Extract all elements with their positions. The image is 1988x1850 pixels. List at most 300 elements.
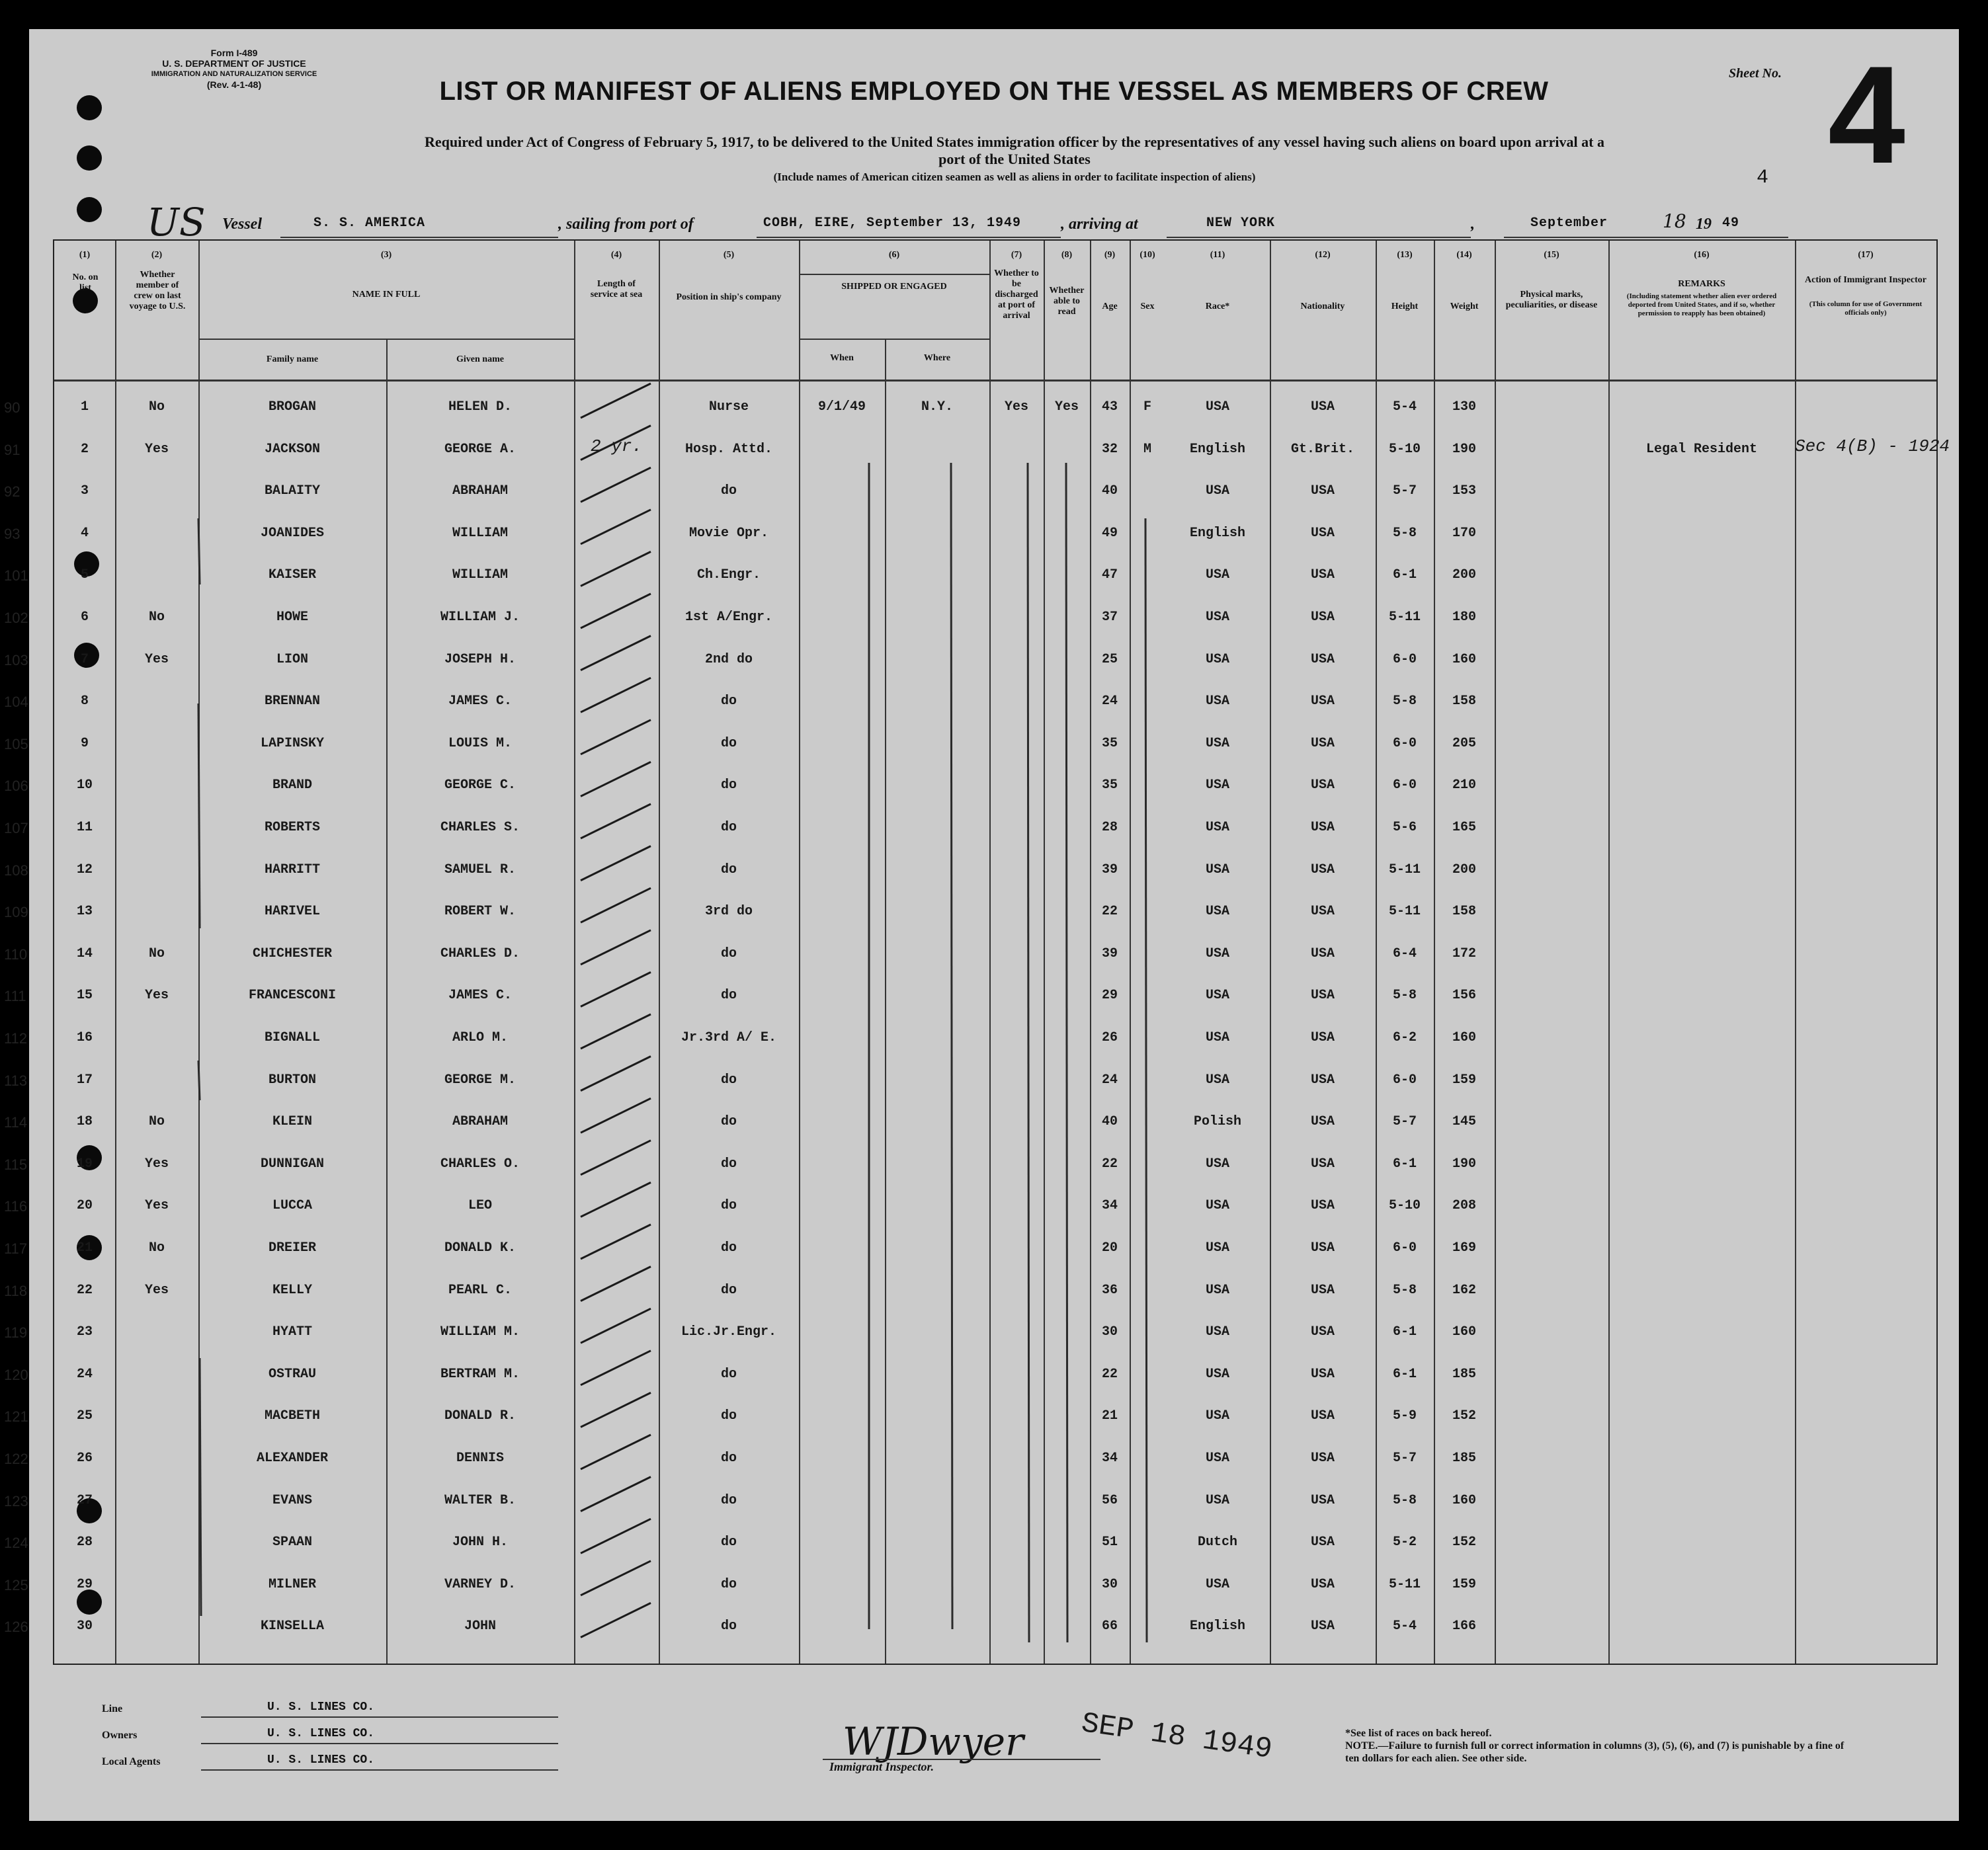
date-year-prefix: 19 <box>1696 216 1712 233</box>
service-slash <box>581 678 651 712</box>
cell-race: USA <box>1205 735 1229 751</box>
cell-no: 5 <box>80 567 89 583</box>
cell-height: 5-8 <box>1392 694 1417 709</box>
margin-number: 109 <box>4 904 28 921</box>
margin-number: 112 <box>4 1030 28 1047</box>
cell-no: 10 <box>76 778 93 793</box>
margin-number: 117 <box>4 1240 28 1257</box>
cell-height: 5-10 <box>1388 1198 1421 1214</box>
service-slash <box>581 1014 651 1049</box>
header-action-note: (This column for use of Government officials only) <box>1809 300 1923 317</box>
header-when: When <box>830 353 854 363</box>
cell-age: 56 <box>1101 1492 1118 1508</box>
cell-race: USA <box>1205 1282 1229 1298</box>
cell-height: 5-7 <box>1392 483 1417 499</box>
cell-no: 6 <box>80 610 89 625</box>
vessel-prefix-handwritten: US <box>147 200 206 245</box>
cell-weight: 153 <box>1452 483 1476 499</box>
cell-nationality: USA <box>1310 694 1335 709</box>
cell-height: 5-8 <box>1392 525 1417 541</box>
footer-underline <box>201 1769 558 1771</box>
cell-age: 39 <box>1101 945 1118 961</box>
cell-age: 29 <box>1101 988 1118 1004</box>
cell-given: JAMES C. <box>448 694 512 709</box>
header-height: Height <box>1391 302 1419 311</box>
form-number: Form I-489 <box>210 48 258 58</box>
service-slash <box>581 888 651 922</box>
cell-no: 25 <box>76 1408 93 1424</box>
service-slash <box>581 1141 651 1175</box>
cell-given: BERTRAM M. <box>440 1366 520 1382</box>
cell-race: USA <box>1205 778 1229 793</box>
vessel-line <box>29 200 1959 245</box>
service-slash <box>581 930 651 965</box>
footer-underline <box>201 1716 558 1718</box>
col-number: (7) <box>1011 250 1022 260</box>
cell-family: LAPINSKY <box>260 735 324 751</box>
cell-given: GEORGE M. <box>444 1072 517 1088</box>
cell-voyage: Yes <box>144 1198 169 1214</box>
cell-family: ALEXANDER <box>256 1451 329 1466</box>
cell-voyage: Yes <box>144 651 169 667</box>
cell-weight: 159 <box>1452 1072 1476 1088</box>
date-month: September <box>1530 216 1608 231</box>
col-number: (15) <box>1544 250 1559 260</box>
cell-age: 24 <box>1101 1072 1118 1088</box>
cell-position: do <box>720 1492 737 1508</box>
cell-given: JAMES C. <box>448 988 512 1004</box>
header-remarks: REMARKS <box>1678 279 1725 289</box>
cell-no: 27 <box>76 1492 93 1508</box>
cell-discharged: Yes <box>1004 399 1028 415</box>
race-note: *See list of races on back hereof. <box>1345 1728 1492 1739</box>
cell-given: WILLIAM <box>452 567 508 583</box>
cell-given: WILLIAM J. <box>440 610 520 625</box>
cell-no: 15 <box>76 988 93 1004</box>
cell-no: 17 <box>76 1072 93 1088</box>
sailing-value: COBH, EIRE, September 13, 1949 <box>763 216 1022 231</box>
sheet-label: Sheet No. <box>1729 66 1782 81</box>
cell-given: GEORGE A. <box>444 441 517 457</box>
header-action-inspector: Action of Immigrant Inspector <box>1805 275 1926 285</box>
cell-race: USA <box>1205 820 1229 835</box>
cell-position: do <box>720 1576 737 1592</box>
service-slash <box>581 1477 651 1511</box>
cell-nationality: USA <box>1310 1072 1335 1088</box>
service-slash <box>581 846 651 881</box>
cell-no: 26 <box>76 1451 93 1466</box>
cell-nationality: USA <box>1310 1198 1335 1214</box>
crew-table <box>4 239 1950 1665</box>
cell-race: English <box>1189 1619 1245 1634</box>
cell-age: 24 <box>1101 694 1118 709</box>
cell-position: do <box>720 945 737 961</box>
cell-race: USA <box>1205 1198 1229 1214</box>
cell-position: do <box>720 1535 737 1550</box>
service-slash <box>581 551 651 586</box>
cell-weight: 158 <box>1452 904 1476 920</box>
service-slash <box>581 383 651 418</box>
cell-height: 5-10 <box>1388 441 1421 457</box>
cell-race: USA <box>1205 1451 1229 1466</box>
cell-height: 6-0 <box>1392 735 1417 751</box>
cell-remarks: Legal Resident <box>1645 441 1758 457</box>
cell-age: 40 <box>1101 483 1118 499</box>
cell-position: do <box>720 1198 737 1214</box>
date-year: 49 <box>1722 216 1740 231</box>
cell-family: HOWE <box>276 610 308 625</box>
col-number: (6) <box>888 250 900 260</box>
cell-weight: 185 <box>1452 1366 1476 1382</box>
cell-height: 6-1 <box>1392 1156 1417 1172</box>
cell-family: HARIVEL <box>264 904 320 920</box>
cell-height: 6-2 <box>1392 1030 1417 1045</box>
service-slash <box>581 426 651 460</box>
cell-age: 34 <box>1101 1451 1118 1466</box>
header-age: Age <box>1102 302 1118 311</box>
cell-position: Ch.Engr. <box>696 567 761 583</box>
cell-height: 5-8 <box>1392 988 1417 1004</box>
margin-number: 93 <box>4 525 21 542</box>
cell-race: USA <box>1205 1408 1229 1424</box>
cell-family: SPAAN <box>272 1535 312 1550</box>
cell-no: 20 <box>76 1198 93 1214</box>
margin-number: 101 <box>4 567 28 584</box>
cell-race: USA <box>1205 694 1229 709</box>
cell-given: DONALD R. <box>444 1408 517 1424</box>
cell-height: 6-0 <box>1392 651 1417 667</box>
cell-nationality: USA <box>1310 525 1335 541</box>
cell-family: BRENNAN <box>264 694 320 709</box>
cell-height: 6-0 <box>1392 778 1417 793</box>
cell-age: 25 <box>1101 651 1118 667</box>
margin-number: 119 <box>4 1324 28 1342</box>
service-slash <box>581 467 651 502</box>
cell-height: 6-1 <box>1392 1366 1417 1382</box>
cell-family: BURTON <box>268 1072 316 1088</box>
subtitle-line-1: Required under Act of Congress of February 5, 1917, to be delivered to the United States immigration officer by the representatives of any vessel having such aliens on board upon arrival at a <box>425 134 1604 150</box>
cell-nationality: USA <box>1310 1576 1335 1592</box>
cell-position: do <box>720 1366 737 1382</box>
cell-no: 18 <box>76 1114 93 1130</box>
cell-no: 30 <box>76 1619 93 1634</box>
cell-race: USA <box>1205 610 1229 625</box>
margin-number: 111 <box>4 988 26 1005</box>
margin-number: 110 <box>4 945 28 963</box>
margin-number: 121 <box>4 1408 28 1426</box>
cell-age: 22 <box>1101 1156 1118 1172</box>
cell-sex: F <box>1143 399 1151 415</box>
cell-service: 2 yr. <box>590 436 642 456</box>
cell-family: KLEIN <box>272 1114 312 1130</box>
manifest-subnote: (Include names of American citizen seamen as well as aliens in order to facilitate inspection of aliens) <box>773 171 1256 183</box>
header-physical-marks: Physical marks, peculiarities, or disease <box>1505 290 1598 310</box>
cell-position: do <box>720 483 737 499</box>
manifest-subtitle <box>148 134 1881 168</box>
cell-no: 14 <box>76 945 93 961</box>
cell-given: ARLO M. <box>452 1030 508 1045</box>
cell-no: 24 <box>76 1366 93 1382</box>
header-able-to-read: Whether able to read <box>1049 286 1085 317</box>
vessel-underline <box>280 237 558 238</box>
col-number: (5) <box>723 250 735 260</box>
cell-age: 22 <box>1101 1366 1118 1382</box>
cell-age: 30 <box>1101 1576 1118 1592</box>
cell-no: 22 <box>76 1282 93 1298</box>
cell-weight: 160 <box>1452 1324 1476 1340</box>
cell-age: 35 <box>1101 778 1118 793</box>
cell-position: do <box>720 1240 737 1256</box>
cell-race: USA <box>1205 1030 1229 1045</box>
header-length-service: Length of service at sea <box>590 279 643 300</box>
cell-nationality: USA <box>1310 567 1335 583</box>
date-underline <box>1504 237 1788 238</box>
col-number: (9) <box>1104 250 1116 260</box>
date-day: 18 <box>1663 210 1686 232</box>
cell-age: 47 <box>1101 567 1118 583</box>
cell-given: WILLIAM M. <box>440 1324 520 1340</box>
sailing-underline <box>757 237 1061 238</box>
form-service: IMMIGRATION AND NATURALIZATION SERVICE <box>151 70 317 78</box>
cell-weight: 208 <box>1452 1198 1476 1214</box>
cell-nationality: USA <box>1310 904 1335 920</box>
cell-family: HARRITT <box>264 862 320 877</box>
margin-number: 91 <box>4 441 21 458</box>
cell-weight: 170 <box>1452 525 1476 541</box>
cell-height: 5-7 <box>1392 1451 1417 1466</box>
cell-given: CHARLES S. <box>440 820 520 835</box>
cell-position: 2nd do <box>704 651 753 667</box>
margin-number: 105 <box>4 735 28 752</box>
cell-position: do <box>720 988 737 1004</box>
cell-given: LOUIS M. <box>448 735 512 751</box>
cell-given: ABRAHAM <box>452 483 508 499</box>
cell-nationality: Gt.Brit. <box>1290 441 1354 457</box>
cell-given: DONALD K. <box>444 1240 517 1256</box>
cell-nationality: USA <box>1310 1619 1335 1634</box>
cell-given: VARNEY D. <box>444 1576 517 1592</box>
cell-height: 5-7 <box>1392 1114 1417 1130</box>
cell-voyage: Yes <box>144 1156 169 1172</box>
cell-weight: 172 <box>1452 945 1476 961</box>
cell-given: CHARLES D. <box>440 945 520 961</box>
cell-where: N.Y. <box>921 399 953 415</box>
cell-position: do <box>720 694 737 709</box>
header-weight: Weight <box>1450 302 1479 311</box>
cell-family: BIGNALL <box>264 1030 320 1045</box>
cell-race: English <box>1189 525 1245 541</box>
margin-number: 122 <box>4 1451 28 1467</box>
cell-weight: 160 <box>1452 1492 1476 1508</box>
service-slash <box>581 1225 651 1259</box>
cell-nationality: USA <box>1310 1451 1335 1466</box>
cell-no: 19 <box>76 1156 93 1172</box>
col-number: (13) <box>1397 250 1413 260</box>
cell-height: 5-11 <box>1388 1576 1421 1592</box>
cell-position: do <box>720 778 737 793</box>
cell-family: LION <box>276 651 308 667</box>
cell-position: do <box>720 1619 737 1634</box>
margin-number: 114 <box>4 1114 28 1131</box>
cell-age: 36 <box>1101 1282 1118 1298</box>
sheet-number: 4 <box>1828 37 1905 192</box>
cell-race: USA <box>1205 567 1229 583</box>
cell-race: USA <box>1205 988 1229 1004</box>
cell-given: JOHN H. <box>452 1535 508 1550</box>
cell-height: 5-4 <box>1392 399 1417 415</box>
cell-race: Polish <box>1193 1114 1241 1130</box>
col-number: (3) <box>380 250 392 260</box>
cell-voyage: No <box>148 945 165 961</box>
cell-weight: 152 <box>1452 1535 1476 1550</box>
cell-family: BRAND <box>272 778 312 793</box>
cell-family: DUNNIGAN <box>260 1156 324 1172</box>
margin-number: 115 <box>4 1156 28 1173</box>
cell-position: Nurse <box>708 399 749 415</box>
cell-given: SAMUEL R. <box>444 862 517 877</box>
owners-value: U. S. LINES CO. <box>267 1727 375 1740</box>
cell-read: Yes <box>1054 399 1079 415</box>
cell-height: 6-1 <box>1392 567 1417 583</box>
cell-weight: 169 <box>1452 1240 1476 1256</box>
cell-position: Lic.Jr.Engr. <box>681 1324 777 1340</box>
cell-voyage: No <box>148 1114 165 1130</box>
cell-no: 3 <box>80 483 89 499</box>
cell-age: 21 <box>1101 1408 1118 1424</box>
cell-height: 6-0 <box>1392 1240 1417 1256</box>
header-remarks-note: (Including statement whether alien ever ordered deported from United States, and if so, whether permission to reapply has been obtained) <box>1626 292 1777 317</box>
cell-nationality: USA <box>1310 1114 1335 1130</box>
margin-number: 92 <box>4 483 21 501</box>
margin-number: 107 <box>4 820 28 836</box>
col-number: (16) <box>1694 250 1710 260</box>
form-department: U. S. DEPARTMENT OF JUSTICE <box>162 58 306 69</box>
line-label: Line <box>102 1703 123 1714</box>
margin-number: 120 <box>4 1366 28 1383</box>
service-slash <box>581 1519 651 1553</box>
cell-weight: 190 <box>1452 441 1476 457</box>
inspector-label: Immigrant Inspector. <box>829 1760 934 1773</box>
cell-position: Hosp. Attd. <box>684 441 773 457</box>
cell-race: USA <box>1205 651 1229 667</box>
cell-height: 5-8 <box>1392 1492 1417 1508</box>
cell-family: BROGAN <box>268 399 316 415</box>
service-slash <box>581 594 651 628</box>
col-number: (4) <box>610 250 622 260</box>
cell-no: 1 <box>80 399 89 415</box>
vessel-value: S. S. AMERICA <box>313 216 426 231</box>
cell-age: 43 <box>1101 399 1118 415</box>
margin-number: 106 <box>4 778 28 795</box>
cell-family: JOANIDES <box>260 525 324 541</box>
cell-race: USA <box>1205 1576 1229 1592</box>
service-slash <box>581 972 651 1006</box>
cell-given: HELEN D. <box>448 399 512 415</box>
cell-given: WALTER B. <box>444 1492 517 1508</box>
margin-number: 90 <box>4 399 21 416</box>
cell-family: DREIER <box>268 1240 316 1256</box>
form-revision: (Rev. 4-1-48) <box>206 79 262 90</box>
cell-voyage: No <box>148 399 165 415</box>
cell-weight: 159 <box>1452 1576 1476 1592</box>
service-slash <box>581 804 651 838</box>
col-number: (2) <box>151 250 163 260</box>
cell-weight: 200 <box>1452 567 1476 583</box>
cell-given: JOSEPH H. <box>444 651 517 667</box>
cell-age: 40 <box>1101 1114 1118 1130</box>
header-no-on-list: No. on list <box>72 272 99 293</box>
cell-weight: 130 <box>1452 399 1476 415</box>
service-slash <box>581 1182 651 1217</box>
cell-nationality: USA <box>1310 1408 1335 1424</box>
cell-voyage: Yes <box>144 441 169 457</box>
cell-race: USA <box>1205 1240 1229 1256</box>
punch-hole <box>77 145 102 171</box>
header-nationality: Nationality <box>1300 302 1345 311</box>
cell-nationality: USA <box>1310 1366 1335 1382</box>
cell-age: 32 <box>1101 441 1118 457</box>
col-number: (8) <box>1061 250 1073 260</box>
cell-family: FRANCESCONI <box>248 988 337 1004</box>
cell-weight: 185 <box>1452 1451 1476 1466</box>
cell-nationality: USA <box>1310 1492 1335 1508</box>
cell-given: LEO <box>468 1198 492 1214</box>
cell-no: 7 <box>80 651 89 667</box>
cell-age: 22 <box>1101 904 1118 920</box>
cell-weight: 160 <box>1452 651 1476 667</box>
manifest-title: LIST OR MANIFEST OF ALIENS EMPLOYED ON THE VESSEL AS MEMBERS OF CREW <box>439 77 1549 106</box>
service-slash <box>581 1308 651 1343</box>
cell-age: 26 <box>1101 1030 1118 1045</box>
cell-family: KINSELLA <box>260 1619 324 1634</box>
sheet-number-small: 4 <box>1757 167 1769 189</box>
margin-number: 113 <box>4 1072 28 1089</box>
service-slash <box>581 1435 651 1469</box>
cell-family: KAISER <box>268 567 316 583</box>
arriving-label: , arriving at <box>1061 216 1138 233</box>
cell-nationality: USA <box>1310 651 1335 667</box>
cell-nationality: USA <box>1310 862 1335 877</box>
cell-no: 13 <box>76 904 93 920</box>
sailing-label: , sailing from port of <box>558 216 694 233</box>
cell-nationality: USA <box>1310 735 1335 751</box>
margin-number: 123 <box>4 1492 28 1509</box>
vessel-label: Vessel <box>222 216 262 233</box>
cell-height: 5-11 <box>1388 904 1421 920</box>
cell-race: USA <box>1205 1324 1229 1340</box>
footer-notes <box>1345 1727 1848 1765</box>
cell-position: do <box>720 820 737 835</box>
service-slash <box>581 1267 651 1301</box>
margin-number: 118 <box>4 1282 28 1299</box>
cell-no: 4 <box>80 525 89 541</box>
cell-height: 5-9 <box>1392 1408 1417 1424</box>
cell-given: DENNIS <box>456 1451 504 1466</box>
cell-weight: 166 <box>1452 1619 1476 1634</box>
service-slash <box>581 510 651 544</box>
cell-position: do <box>720 862 737 877</box>
cell-height: 5-8 <box>1392 1282 1417 1298</box>
cell-position: 3rd do <box>704 904 753 920</box>
margin-number: 102 <box>4 610 28 626</box>
cell-race: USA <box>1205 483 1229 499</box>
cell-family: MILNER <box>268 1576 316 1592</box>
cell-race: USA <box>1205 1366 1229 1382</box>
cell-nationality: USA <box>1310 483 1335 499</box>
cell-given: ROBERT W. <box>444 904 517 920</box>
cell-nationality: USA <box>1310 399 1335 415</box>
header-name-in-full: NAME IN FULL <box>352 290 421 300</box>
